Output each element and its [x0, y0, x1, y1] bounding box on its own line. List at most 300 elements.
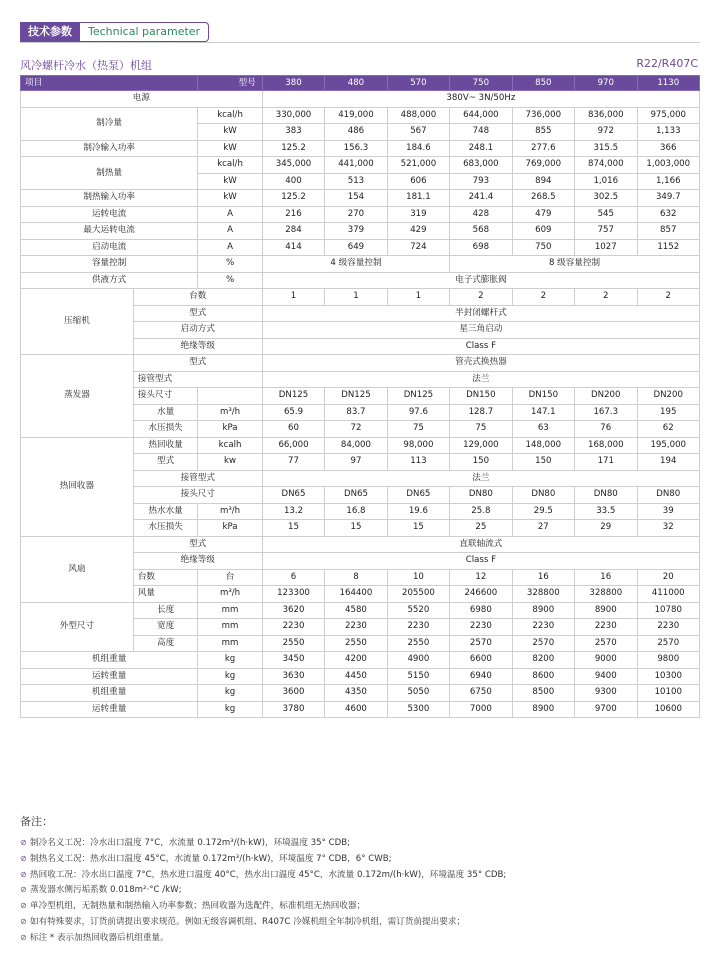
- value-cell: 3450: [262, 652, 324, 669]
- value-cell: 302.5: [575, 190, 637, 207]
- check-circle-icon: ⊘: [20, 916, 27, 926]
- value-cell: 2570: [575, 635, 637, 652]
- value-cell: 4350: [325, 685, 387, 702]
- value-cell: 32: [637, 520, 700, 537]
- value-cell: 428: [450, 206, 512, 223]
- unit-cell: kg: [198, 685, 262, 702]
- group-label: 压缩机: [21, 289, 134, 355]
- value-cell: 1: [262, 289, 324, 306]
- value-cell: 479: [512, 206, 574, 223]
- value-cell: 216: [262, 206, 324, 223]
- value-cell: 414: [262, 239, 324, 256]
- row-label: 电源: [21, 91, 263, 108]
- value-cell: 748: [450, 124, 512, 141]
- model-header-cell: 1130: [637, 76, 700, 91]
- row-label: 宽度: [133, 619, 197, 636]
- value-cell: 181.1: [387, 190, 449, 207]
- group-label: 风扇: [21, 536, 134, 602]
- value-cell: 84,000: [325, 437, 387, 454]
- row-label: 热回收量: [133, 437, 197, 454]
- value-cell: 383: [262, 124, 324, 141]
- row-label: 长度: [133, 602, 197, 619]
- value-cell: 8600: [512, 668, 574, 685]
- value-cell: 4900: [387, 652, 449, 669]
- value-cell: DN125: [262, 388, 324, 405]
- value-cell: 184.6: [387, 140, 449, 157]
- row-label: 接头尺寸: [133, 487, 262, 504]
- table-row: [21, 437, 700, 454]
- table-row: [21, 190, 700, 207]
- value-cell: 545: [575, 206, 637, 223]
- value-cell: 5050: [387, 685, 449, 702]
- value-cell: 270: [325, 206, 387, 223]
- refrigerant-label: R22/R407C: [636, 57, 698, 70]
- value-cell: 66,000: [262, 437, 324, 454]
- row-label: 供液方式: [21, 272, 198, 289]
- value-cell: 1,003,000: [637, 157, 700, 174]
- value-cell: 16: [575, 569, 637, 586]
- unit-cell: A: [198, 239, 262, 256]
- table-row: [21, 107, 700, 124]
- value-cell: 167.3: [575, 404, 637, 421]
- value-cell: 147.1: [512, 404, 574, 421]
- value-cell: 27: [512, 520, 574, 537]
- note-text: 如有特殊要求，订货前请提出要求规范。例如无级容调机组、R407C 冷媒机组全年制冷机组，需订货前提出要求；: [30, 916, 466, 927]
- value-cell: 法兰: [262, 371, 699, 388]
- value-cell: 836,000: [575, 107, 637, 124]
- row-label: 接头尺寸: [133, 388, 197, 405]
- row-label: 水量: [133, 404, 197, 421]
- table-row: [21, 652, 700, 669]
- table-row: [21, 206, 700, 223]
- section-title-en: Technical parameter: [80, 22, 209, 42]
- value-cell: 521,000: [387, 157, 449, 174]
- row-label: 水压损失: [133, 520, 197, 537]
- note-text: 蒸发器水侧污垢系数 0.018m²·°C /kW;: [30, 885, 182, 896]
- value-cell: 75: [387, 421, 449, 438]
- section-title-cn: 技术参数: [20, 22, 80, 42]
- value-cell: 2550: [387, 635, 449, 652]
- value-cell: 16: [512, 569, 574, 586]
- note-text: 制冷名义工况：冷水出口温度 7°C，水流量 0.172m³/(h·kW)，环境温度 35° CDB;: [30, 838, 351, 848]
- value-cell: 129,000: [450, 437, 512, 454]
- value-cell: DN125: [325, 388, 387, 405]
- value-cell: 4580: [325, 602, 387, 619]
- value-cell: 19.6: [387, 503, 449, 520]
- unit-cell: kW: [198, 190, 262, 207]
- value-cell: 2230: [450, 619, 512, 636]
- value-cell: 246600: [450, 586, 512, 603]
- value-cell: 3630: [262, 668, 324, 685]
- value-cell: 4200: [325, 652, 387, 669]
- value-cell: 1,016: [575, 173, 637, 190]
- value-cell: 1,166: [637, 173, 700, 190]
- value-cell: 2570: [512, 635, 574, 652]
- unit-cell: %: [198, 256, 262, 273]
- value-cell: 1152: [637, 239, 700, 256]
- value-cell: 2: [637, 289, 700, 306]
- row-label: 最大运转电流: [21, 223, 198, 240]
- value-cell: 400: [262, 173, 324, 190]
- value-cell: 6940: [450, 668, 512, 685]
- unit-cell: kw: [198, 454, 262, 471]
- value-cell: 1: [325, 289, 387, 306]
- value-cell: 2: [575, 289, 637, 306]
- value-cell: 9700: [575, 701, 637, 718]
- value-cell: 8200: [512, 652, 574, 669]
- model-header-cell: 480: [325, 76, 387, 91]
- table-row: [21, 91, 700, 108]
- value-cell: 77: [262, 454, 324, 471]
- check-circle-icon: ⊘: [20, 885, 27, 895]
- value-cell: 156.3: [325, 140, 387, 157]
- value-cell: 72: [325, 421, 387, 438]
- model-header: 型号: [198, 76, 262, 91]
- note-text: 标注 * 表示加热回收器后机组重量。: [30, 932, 169, 943]
- note-text: 热回收工况：冷水出口温度 7°C，热水进口温度 40°C，热水出口温度 45°C，水流量 0.172m/(h·kW)，环境温度 35° CDB;: [30, 869, 507, 880]
- value-cell: 154: [325, 190, 387, 207]
- value-cell: 284: [262, 223, 324, 240]
- value-cell: 195: [637, 404, 700, 421]
- value-cell: 315.5: [575, 140, 637, 157]
- model-header-cell: 750: [450, 76, 512, 91]
- value-cell: 3600: [262, 685, 324, 702]
- value-cell: 567: [387, 124, 449, 141]
- spec-table: [20, 75, 700, 718]
- row-label: 制热量: [21, 157, 198, 190]
- table-row: [21, 223, 700, 240]
- value-cell: DN150: [512, 388, 574, 405]
- value-cell: 16.8: [325, 503, 387, 520]
- value-cell: 379: [325, 223, 387, 240]
- table-row: [21, 685, 700, 702]
- row-label: 台数: [133, 289, 262, 306]
- value-cell: 2230: [637, 619, 700, 636]
- row-label: 热水水量: [133, 503, 197, 520]
- note-line: [20, 835, 700, 851]
- value-cell: 65.9: [262, 404, 324, 421]
- row-label: 机组重量: [21, 652, 198, 669]
- value-cell: 6600: [450, 652, 512, 669]
- unit-cell: m³/h: [198, 586, 262, 603]
- value-cell: 195,000: [637, 437, 700, 454]
- value-cell: 6980: [450, 602, 512, 619]
- value-cell: 5300: [387, 701, 449, 718]
- value-cell: 205500: [387, 586, 449, 603]
- value-cell: 328800: [575, 586, 637, 603]
- value-cell: 2: [450, 289, 512, 306]
- value-cell: 698: [450, 239, 512, 256]
- value-cell: 2230: [512, 619, 574, 636]
- row-label: 机组重量: [21, 685, 198, 702]
- value-cell: 345,000: [262, 157, 324, 174]
- unit-cell: A: [198, 206, 262, 223]
- value-cell: 管壳式换热器: [262, 355, 699, 372]
- note-line: [20, 882, 700, 898]
- value-cell: 2230: [575, 619, 637, 636]
- value-cell: 29.5: [512, 503, 574, 520]
- value-cell: 8: [325, 569, 387, 586]
- value-cell: 2570: [637, 635, 700, 652]
- table-row: [21, 355, 700, 372]
- note-line: [20, 898, 700, 914]
- table-row: [21, 668, 700, 685]
- value-cell: 2: [512, 289, 574, 306]
- table-row: [21, 701, 700, 718]
- value-cell: 1,133: [637, 124, 700, 141]
- value-cell: 97: [325, 454, 387, 471]
- row-label: 制热输入功率: [21, 190, 198, 207]
- row-label: 型式: [133, 454, 197, 471]
- notes-title: 备注：: [20, 815, 53, 828]
- value-cell: 319: [387, 206, 449, 223]
- row-label: 水压损失: [133, 421, 197, 438]
- header-divider: [20, 42, 700, 43]
- table-row: [21, 239, 700, 256]
- value-cell: 3780: [262, 701, 324, 718]
- value-cell: 128.7: [450, 404, 512, 421]
- row-label: 运转电流: [21, 206, 198, 223]
- value-cell: 894: [512, 173, 574, 190]
- value-cell: 164400: [325, 586, 387, 603]
- value-cell: 7000: [450, 701, 512, 718]
- value-cell: 736,000: [512, 107, 574, 124]
- row-label: 绝缘等级: [133, 338, 262, 355]
- unit-cell: mm: [198, 635, 262, 652]
- value-cell: 97.6: [387, 404, 449, 421]
- value-cell: 632: [637, 206, 700, 223]
- value-cell: DN65: [387, 487, 449, 504]
- value-cell: 76: [575, 421, 637, 438]
- group-label: 蒸发器: [21, 355, 134, 438]
- table-row: [21, 76, 700, 91]
- value-cell: 4450: [325, 668, 387, 685]
- table-row: [21, 289, 700, 306]
- table-row: [21, 157, 700, 174]
- value-cell: Class F: [262, 338, 699, 355]
- row-label: 台数: [133, 569, 197, 586]
- value-cell: DN125: [387, 388, 449, 405]
- note-line: [20, 851, 700, 867]
- model-header-cell: 850: [512, 76, 574, 91]
- value-cell: DN150: [450, 388, 512, 405]
- value-cell: 10780: [637, 602, 700, 619]
- value-cell: 429: [387, 223, 449, 240]
- value-cell: 855: [512, 124, 574, 141]
- row-label: 运转重量: [21, 701, 198, 718]
- value-cell: 194: [637, 454, 700, 471]
- row-label: 容量控制: [21, 256, 198, 273]
- value-cell: 法兰: [262, 470, 699, 487]
- value-cell: 5150: [387, 668, 449, 685]
- row-label: 制冷输入功率: [21, 140, 198, 157]
- value-cell: 349.7: [637, 190, 700, 207]
- note-text: 制热名义工况：热水出口温度 45°C，水流量 0.172m³/(h·kW)，环境温度 7° CDB，6° CWB;: [30, 853, 392, 864]
- value-cell: 75: [450, 421, 512, 438]
- value-cell: 328800: [512, 586, 574, 603]
- value-cell: 63: [512, 421, 574, 438]
- value-cell: 15: [387, 520, 449, 537]
- value-cell: 513: [325, 173, 387, 190]
- unit-cell: kg: [198, 652, 262, 669]
- value-cell: 568: [450, 223, 512, 240]
- value-cell: 直联轴流式: [262, 536, 699, 553]
- value-cell: 683,000: [450, 157, 512, 174]
- value-cell: 25: [450, 520, 512, 537]
- product-title: 风冷螺杆冷水（热泵）机组: [20, 59, 152, 72]
- unit-cell: kcal/h: [198, 107, 262, 124]
- check-circle-icon: ⊘: [20, 932, 27, 942]
- unit-cell: [198, 388, 262, 405]
- check-circle-icon: ⊘: [20, 901, 27, 911]
- unit-cell: 台: [198, 569, 262, 586]
- row-label: 接管型式: [133, 371, 262, 388]
- value-cell: 10600: [637, 701, 700, 718]
- row-label: 接管型式: [133, 470, 262, 487]
- value-cell: 9400: [575, 668, 637, 685]
- value-cell: 20: [637, 569, 700, 586]
- group-label: 热回收器: [21, 437, 134, 536]
- unit-cell: kPa: [198, 421, 262, 438]
- row-label: 高度: [133, 635, 197, 652]
- value-cell: 9800: [637, 652, 700, 669]
- value-cell: 2570: [450, 635, 512, 652]
- value-cell: 609: [512, 223, 574, 240]
- value-cell: 33.5: [575, 503, 637, 520]
- value-cell: 2230: [262, 619, 324, 636]
- value-cell: 125.2: [262, 140, 324, 157]
- group-label: 外型尺寸: [21, 602, 134, 652]
- value-cell: 606: [387, 173, 449, 190]
- note-line: [20, 930, 700, 946]
- value-cell: 6: [262, 569, 324, 586]
- value-cell: 星三角启动: [262, 322, 699, 339]
- value-cell: 39: [637, 503, 700, 520]
- value-cell: 2550: [325, 635, 387, 652]
- row-label: 型式: [133, 536, 262, 553]
- unit-cell: kPa: [198, 520, 262, 537]
- value-cell: 1: [387, 289, 449, 306]
- model-header-cell: 380: [262, 76, 324, 91]
- value-cell: 8500: [512, 685, 574, 702]
- value-cell: 248.1: [450, 140, 512, 157]
- unit-cell: kcal/h: [198, 157, 262, 174]
- value-cell: 60: [262, 421, 324, 438]
- value-cell: 8 级容量控制: [450, 256, 700, 273]
- value-cell: DN65: [325, 487, 387, 504]
- check-circle-icon: ⊘: [20, 853, 27, 863]
- value-cell: 8900: [512, 602, 574, 619]
- value-cell: 12: [450, 569, 512, 586]
- row-label: 型式: [133, 355, 262, 372]
- value-cell: 半封闭螺杆式: [262, 305, 699, 322]
- unit-cell: %: [198, 272, 262, 289]
- value-cell: 9000: [575, 652, 637, 669]
- value-cell: 10: [387, 569, 449, 586]
- value-cell: 150: [450, 454, 512, 471]
- value-cell: 150: [512, 454, 574, 471]
- value-cell: 62: [637, 421, 700, 438]
- value-cell: 380V~ 3N/50Hz: [262, 91, 699, 108]
- table-row: [21, 256, 700, 273]
- value-cell: 98,000: [387, 437, 449, 454]
- section-header: [20, 22, 209, 42]
- row-label: 运转重量: [21, 668, 198, 685]
- value-cell: 10300: [637, 668, 700, 685]
- value-cell: 168,000: [575, 437, 637, 454]
- value-cell: 2550: [262, 635, 324, 652]
- value-cell: 441,000: [325, 157, 387, 174]
- unit-cell: m³/h: [198, 404, 262, 421]
- value-cell: 8900: [512, 701, 574, 718]
- unit-cell: A: [198, 223, 262, 240]
- table-row: [21, 536, 700, 553]
- value-cell: DN200: [575, 388, 637, 405]
- value-cell: DN80: [512, 487, 574, 504]
- value-cell: 268.5: [512, 190, 574, 207]
- value-cell: 15: [262, 520, 324, 537]
- value-cell: 419,000: [325, 107, 387, 124]
- model-header-cell: 570: [387, 76, 449, 91]
- value-cell: 972: [575, 124, 637, 141]
- value-cell: 171: [575, 454, 637, 471]
- value-cell: Class F: [262, 553, 699, 570]
- value-cell: 769,000: [512, 157, 574, 174]
- value-cell: DN80: [575, 487, 637, 504]
- value-cell: DN200: [637, 388, 700, 405]
- unit-cell: m³/h: [198, 503, 262, 520]
- value-cell: 29: [575, 520, 637, 537]
- unit-cell: kW: [198, 173, 262, 190]
- unit-cell: mm: [198, 619, 262, 636]
- unit-cell: kW: [198, 124, 262, 141]
- value-cell: DN65: [262, 487, 324, 504]
- value-cell: 13.2: [262, 503, 324, 520]
- value-cell: 83.7: [325, 404, 387, 421]
- value-cell: 113: [387, 454, 449, 471]
- table-row: [21, 272, 700, 289]
- value-cell: 486: [325, 124, 387, 141]
- row-label: 风量: [133, 586, 197, 603]
- value-cell: 1027: [575, 239, 637, 256]
- value-cell: 电子式膨胀阀: [262, 272, 699, 289]
- check-circle-icon: ⊘: [20, 838, 27, 847]
- value-cell: 2230: [325, 619, 387, 636]
- value-cell: 8900: [575, 602, 637, 619]
- value-cell: 241.4: [450, 190, 512, 207]
- item-header: 项目: [21, 76, 198, 91]
- value-cell: 10100: [637, 685, 700, 702]
- check-circle-icon: ⊘: [20, 869, 27, 879]
- model-header-cell: 970: [575, 76, 637, 91]
- value-cell: 366: [637, 140, 700, 157]
- value-cell: 649: [325, 239, 387, 256]
- unit-cell: kg: [198, 701, 262, 718]
- value-cell: 125.2: [262, 190, 324, 207]
- value-cell: DN80: [450, 487, 512, 504]
- row-label: 制冷量: [21, 107, 198, 140]
- value-cell: 123300: [262, 586, 324, 603]
- value-cell: 411000: [637, 586, 700, 603]
- value-cell: 644,000: [450, 107, 512, 124]
- value-cell: 277.6: [512, 140, 574, 157]
- value-cell: 857: [637, 223, 700, 240]
- note-line: [20, 867, 700, 883]
- unit-cell: kg: [198, 668, 262, 685]
- unit-cell: kcalh: [198, 437, 262, 454]
- notes: [20, 813, 700, 946]
- note-text: 单冷型机组，无制热量和制热输入功率参数；热回收器为选配件，标准机组无热回收器；: [30, 901, 366, 912]
